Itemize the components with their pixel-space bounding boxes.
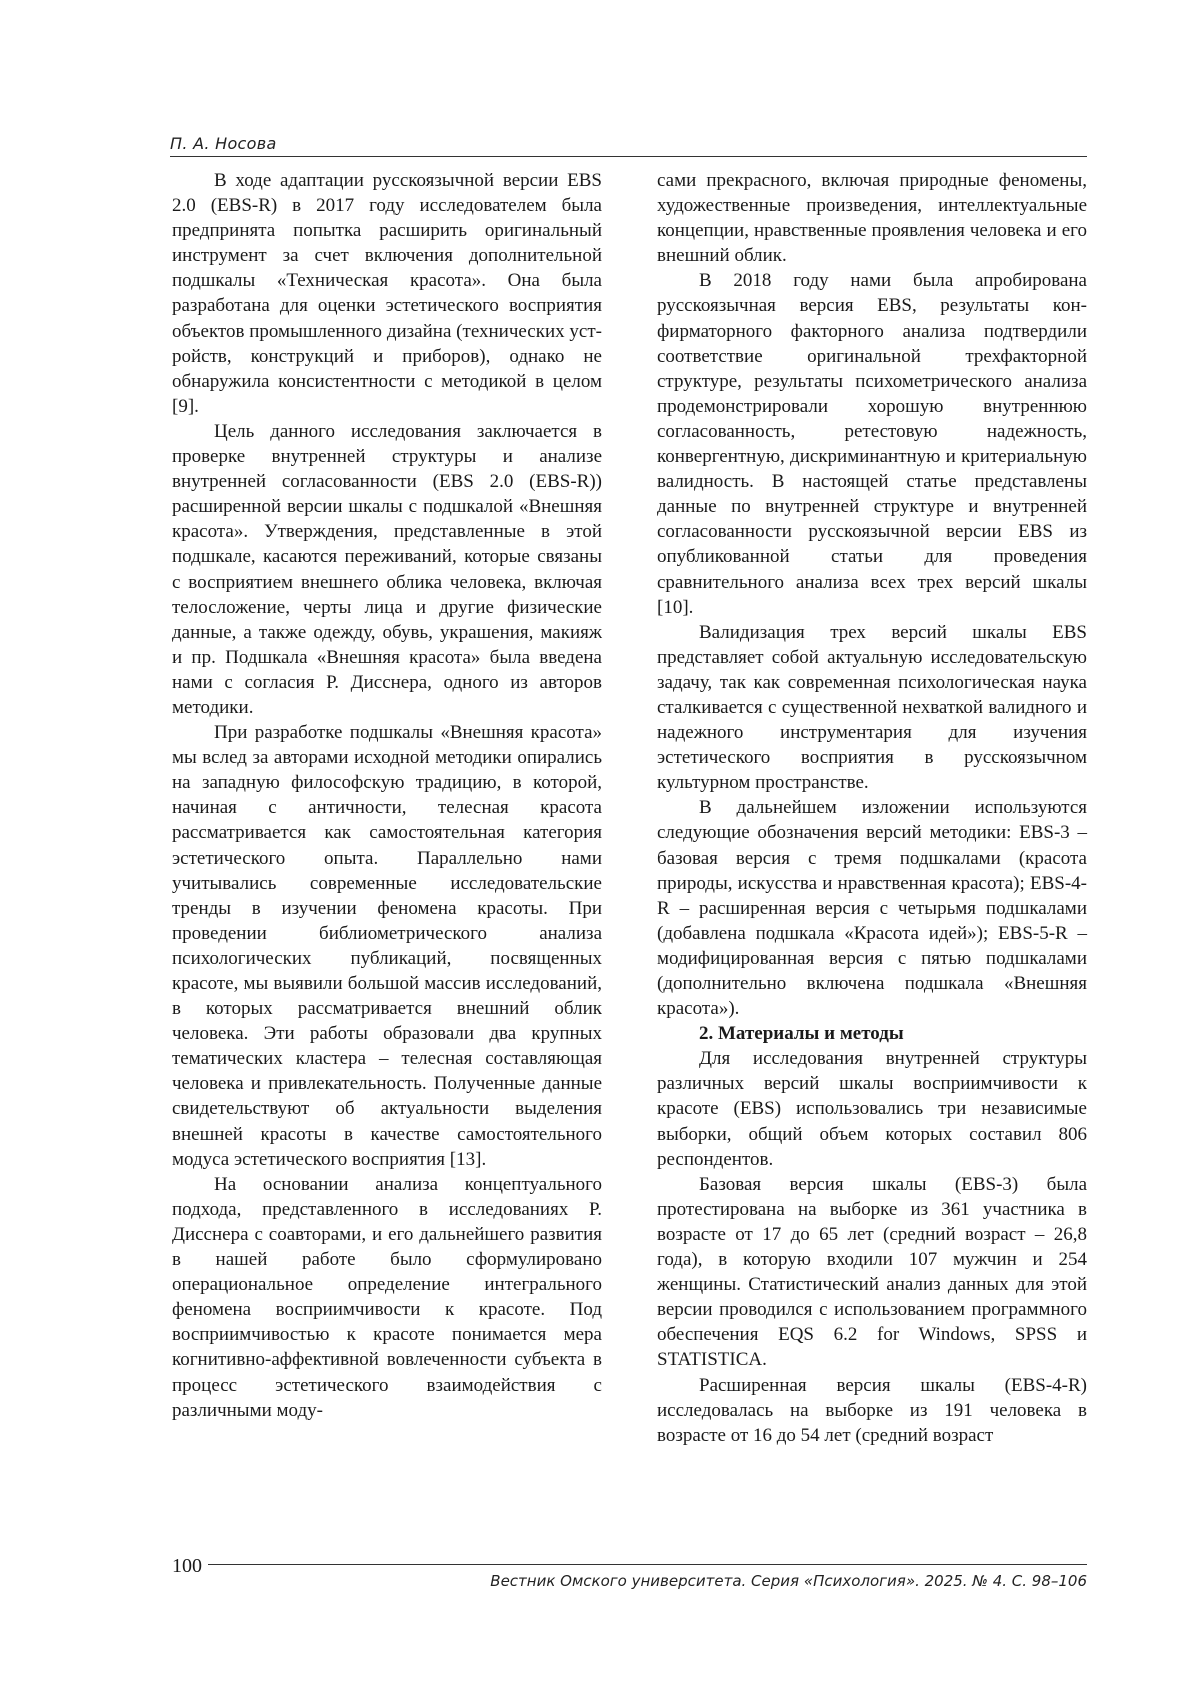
- paragraph-continuation: сами прекрасного, включая природные феномены, художественные произведения, интеллектуальные концепции, нравственные проявления человека и его внешний облик.: [657, 170, 1087, 267]
- section-heading: 2. Материалы и методы: [699, 1023, 904, 1045]
- journal-citation: Вестник Омского университета. Серия «Психология». 2025. № 4. С. 98–106: [490, 1572, 1087, 1590]
- paragraph: В 2018 году нами была апробирована русскоязычная версия EBS, результаты конфирматорного факторного анализа подтвердили соответствие оригинальной трехфакторной структуре, результаты психометрического анализа продемонстрировали хорошую внутреннюю согласованность, ретестовую надежность, конвергентную, дискриминантную и критериальную валидность. В настоящей статье представлены данные по внутренней структуре и внутренней согласованности русскоязычной версии EBS из опубликованной статьи для проведения сравнительного анализа всех трех версий шкалы [10].: [657, 270, 1087, 618]
- paragraph: На основании анализа концептуального подхода, представленного в исследованиях Р. Дисснера с соавторами, и его дальнейшего развития в нашей работе было сформулировано операциональное определение интегрального феномена восприимчивости к красоте. Под восприимчивостью к красоте понимается мера когнитивно-аффективной вовлеченности субъекта в процесс эстетического взаимодействия с различными моду-: [172, 1173, 602, 1421]
- footer-rule: [208, 1564, 1087, 1565]
- running-head-author: П. А. Носова: [170, 134, 277, 153]
- paragraph: Расширенная версия шкалы (EBS-4-R) исследовалась на выборке из 191 человека в возрасте от 16 до 54 лет (средний возраст: [657, 1374, 1087, 1446]
- header-rule: [170, 156, 1087, 157]
- paragraph: При разработке подшкалы «Внешняя красота» мы вслед за авторами исходной методики опирались на западную философскую традицию, в которой, начиная с античности, телесная красота рассматривается как самостоятельная категория эстетического опыта. Параллельно нами учитывались современные исследовательские тренды в изучении феномена красоты. При проведении библиометрического анализа психологических публикаций, посвященных красоте, мы выявили большой массив исследований, в которых рассматривается внешний облик человека. Эти работы образовали два крупных тематических кластера – телесная составляющая человека и привлекательность. Полученные данные свидетельствуют об актуальности выделения внешней красоты в качестве самостоятельного модуса эстетического восприятия [13].: [172, 722, 602, 1170]
- paragraph: Для исследования внутренней структуры различных версий шкалы восприимчивости к красоте (EBS) использовались три независимые выборки, общий объем которых составил 806 респондентов.: [657, 1048, 1087, 1170]
- left-column: [172, 168, 602, 1423]
- paragraph: В ходе адаптации русскоязычной версии EBS 2.0 (EBS-R) в 2017 году исследователем была предпринята попытка расширить оригинальный инструмент за счет включения дополнительной подшкалы «Техническая красота». Она была разработана для оценки эстетического восприятия объектов промышленного дизайна (технических устройств, конструкций и приборов), однако не обнаружила консистентности с методикой в целом [9].: [172, 170, 602, 417]
- paragraph: Валидизация трех версий шкалы EBS представляет собой актуальную исследовательскую задачу, так как современная психологическая наука сталкивается с существенной нехваткой валидного и надежного инструментария для изучения эстетического восприятия в русскоязычном культурном пространстве.: [657, 621, 1087, 794]
- paragraph: В дальнейшем изложении используются следующие обозначения версий методики: EBS-3 – базовая версия с тремя подшкалами (красота природы, искусства и нравственная красота); EBS-4-R – расширенная версия с четырьмя подшкалами (добавлена подшкала «Красота идей»); EBS-5-R – модифицированная версия с пятью подшкалами (дополнительно включена подшкала «Внешняя красота»).: [657, 797, 1087, 1020]
- paragraph: Цель данного исследования заключается в проверке внутренней структуры и анализе внутренней согласованности (EBS 2.0 (EBS-R)) расширенной версии шкалы с подшкалой «Внешняя красота». Утверждения, представленные в этой подшкале, касаются переживаний, которые связаны с восприятием внешнего облика человека, включая телосложение, черты лица и другие физические данные, а также одежду, обувь, украшения, макияж и пр. Подшкала «Внешняя красота» была введена нами с согласия Р. Дисснера, одного из авторов методики.: [172, 420, 602, 718]
- page-number: 100: [172, 1555, 202, 1577]
- paragraph: Базовая версия шкалы (EBS-3) была протестирована на выборке из 361 участника в возрасте от 17 до 65 лет (средний возраст – 26,8 года), в которую входили 107 мужчин и 254 женщины. Статистический анализ данных для этой версии проводился с использованием программного обеспечения EQS 6.2 for Windows, SPSS и STATISTICA.: [657, 1173, 1087, 1371]
- right-column: [657, 168, 1087, 1448]
